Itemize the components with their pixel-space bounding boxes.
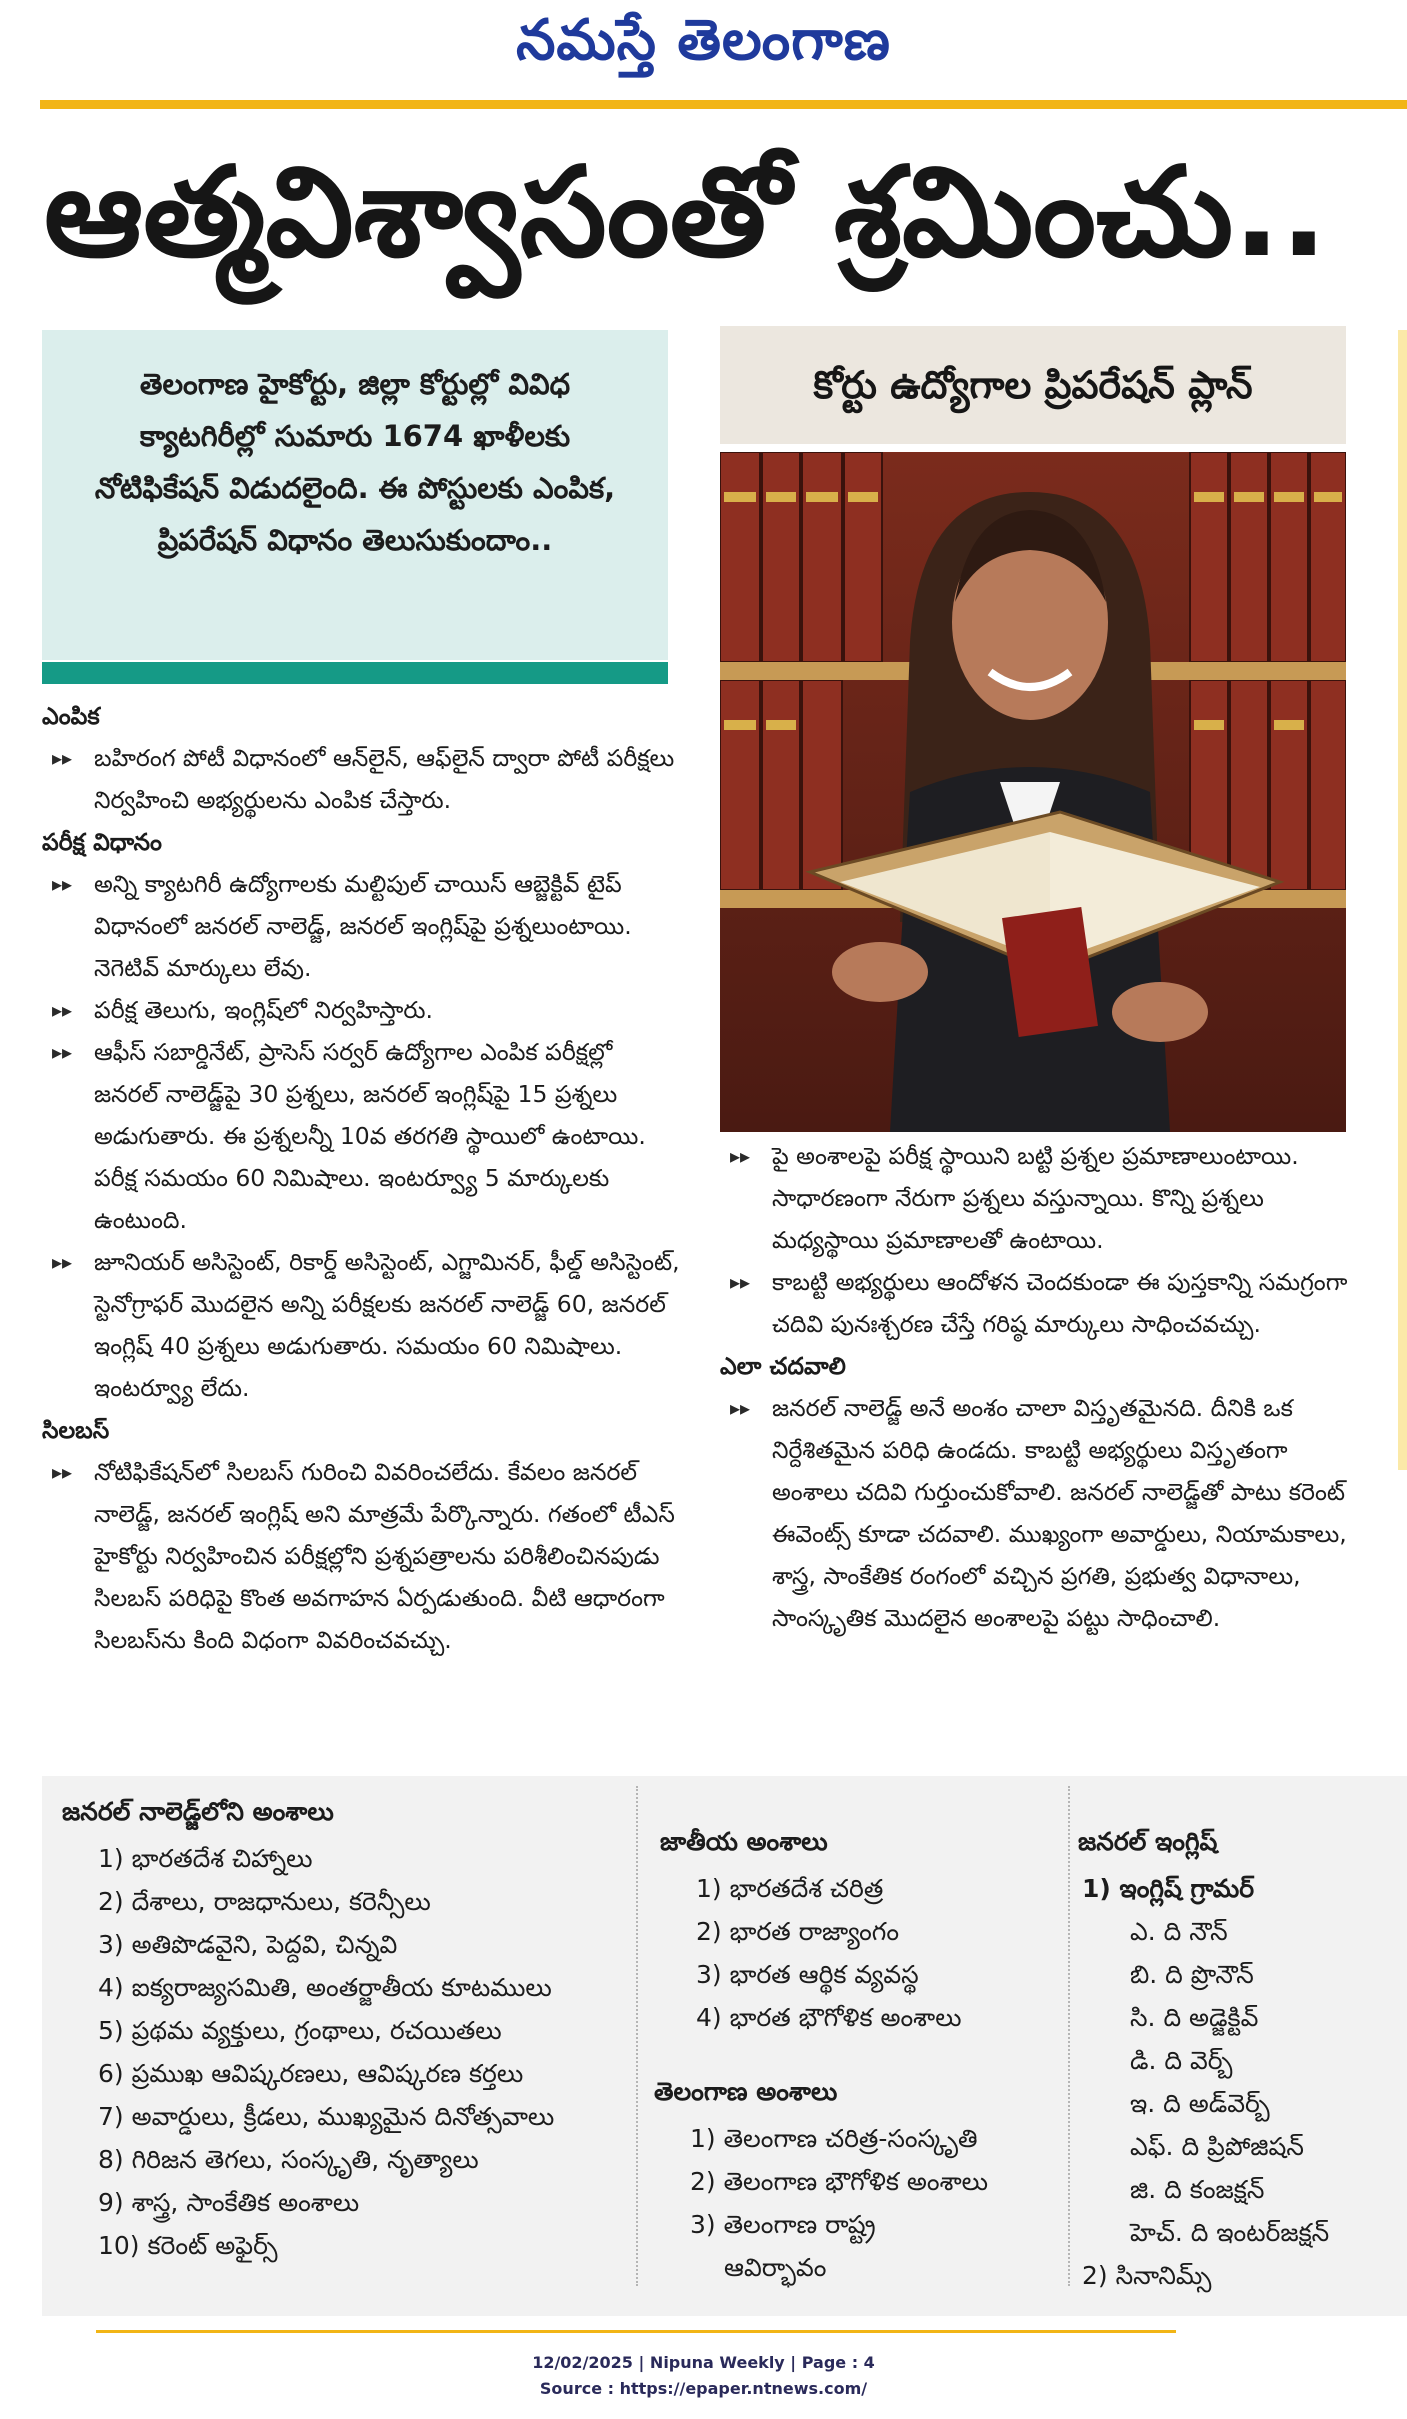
double-arrow-icon: ▸▸ [52, 998, 73, 1022]
list-item: 7) అవార్డులు, క్రీడలు, ముఖ్యమైన దినోత్సవాలు [98, 2102, 555, 2131]
list-item: 3) తెలంగాణ రాష్ట్ర [690, 2210, 876, 2239]
double-arrow-icon: ▸▸ [730, 1396, 751, 1420]
list-item: 6) ప్రముఖ ఆవిష్కరణలు, ఆవిష్కరణ కర్తలు [98, 2059, 524, 2088]
list-item: 3) అతిపొడవైని, పెద్దవి, చిన్నవి [98, 1930, 398, 1959]
woman-with-book-illustration [720, 452, 1346, 1132]
footer-rule [96, 2330, 1176, 2333]
edge-strip [1398, 330, 1407, 1470]
national-topics-title: జాతీయ అంశాలు [660, 1827, 828, 1856]
double-arrow-icon: ▸▸ [52, 1250, 73, 1274]
article-subhead: కోర్టు ఉద్యోగాల ప్రిపరేషన్ ప్లాన్ [720, 326, 1346, 444]
list-item: 2) భారత రాజ్యాంగం [696, 1917, 900, 1946]
list-subitem: ఎఫ్. ది ప్రిపోజిషన్ [1130, 2132, 1304, 2161]
footer-source-link[interactable]: Source : https://epaper.ntnews.com/ [539, 2379, 868, 2398]
gk-topics-list [62, 1790, 632, 2267]
intro-text: తెలంగాణ హైకోర్టు, జిల్లా కోర్టుల్లో వివిధ క్యాటగిరీల్లో సుమారు 1674 ఖాళీలకు నోటిఫికేషన్ విడుదలైంది. ఈ పోస్టులకు ఎంపిక, ప్రిపరేషన్ విధానం తెలుసుకుందాం.. [94, 367, 616, 557]
list-item: 1) తెలంగాణ చరిత్ర-సంస్కృతి [690, 2124, 978, 2153]
list-subitem: సి. ది అడ్జెక్టివ్ [1130, 2003, 1259, 2032]
page-footer [0, 2350, 1407, 2402]
list-item: ▸▸ అన్ని క్యాటగిరీ ఉద్యోగాలకు మల్టిపుల్ చాయిస్ ఆబ్జెక్టివ్ టైప్ విధానంలో జనరల్ నాలెడ్జ్, జనరల్ ఇంగ్లిష్‌పై ప్రశ్నలుంటాయి. నెగెటివ్ మార్కులు లేవు. [42, 863, 682, 989]
list-item: ▸▸ పై అంశాలపై పరీక్ష స్థాయిని బట్టి ప్రశ్నల ప్రమాణాలుంటాయి. సాధారణంగా నేరుగా ప్రశ్నలు వస్తున్నాయి. కొన్ని ప్రశ్నలు మధ్యస్థాయి ప్రమాణాలతో ఉంటాయి. [720, 1135, 1360, 1261]
list-subitem: జి. ది కంజక్షన్ [1130, 2175, 1265, 2204]
section-title-selection: ఎంపిక [42, 702, 100, 730]
article-photo [720, 452, 1346, 1132]
list-item: ▸▸ ఆఫీస్ సబార్డినేట్, ప్రాసెస్ సర్వర్ ఉద్యోగాల ఎంపిక పరీక్షల్లో జనరల్ నాలెడ్జ్‌పై 30 ప్రశ్నలు, జనరల్ ఇంగ్లిష్‌పై 15 ప్రశ్నలు అడుగుతారు. ఈ ప్రశ్నలన్నీ 10వ తరగతి స్థాయిలో ఉంటాయి. పరీక్ష సమయం 60 నిమిషాలు. ఇంటర్వ్యూ 5 మార్కులకు ఉంటుంది. [42, 1031, 682, 1241]
list-subitem: డి. ది వెర్బ్ [1130, 2046, 1233, 2075]
double-arrow-icon: ▸▸ [52, 872, 73, 896]
double-arrow-icon: ▸▸ [52, 746, 73, 770]
list-item: 10) కరెంట్ అఫైర్స్ [98, 2231, 278, 2260]
list-subitem: ఇ. ది అడ్‌వెర్బ్ [1130, 2089, 1270, 2118]
list-item: 1) భారతదేశ చిహ్నాలు [98, 1844, 313, 1873]
list-item: ▸▸ పరీక్ష తెలుగు, ఇంగ్లిష్‌లో నిర్వహిస్తారు. [42, 989, 682, 1031]
gk-topics-title: జనరల్ నాలెడ్జ్‌లోని అంశాలు [62, 1797, 334, 1826]
telangana-topics-list [654, 2070, 1064, 2289]
newspaper-logo: నమస్తే తెలంగాణ [516, 8, 891, 73]
footer-edition-line: 12/02/2025 | Nipuna Weekly | Page : 4 [532, 2353, 875, 2372]
list-item: 2) తెలంగాణ భౌగోళిక అంశాలు [690, 2167, 989, 2196]
section-title-howto: ఎలా చదవాలి [720, 1352, 846, 1380]
list-item: 2) దేశాలు, రాజధానులు, కరెన్సీలు [98, 1887, 431, 1916]
masthead-rule [40, 100, 1407, 109]
double-arrow-icon: ▸▸ [730, 1270, 751, 1294]
list-item: 4) భారత భౌగోళిక అంశాలు [696, 2003, 962, 2032]
left-column [42, 695, 682, 1661]
list-item: 9) శాస్త్ర, సాంకేతిక అంశాలు [98, 2188, 360, 2217]
panel-divider [1068, 1786, 1070, 2286]
list-item: ▸▸ కాబట్టి అభ్యర్థులు ఆందోళన చెందకుండా ఈ పుస్తకాన్ని సమగ్రంగా చదివి పునఃశ్చరణ చేస్తే గరిష్ఠ మార్కులు సాధించవచ్చు. [720, 1261, 1360, 1345]
double-arrow-icon: ▸▸ [730, 1144, 751, 1168]
list-item: 5) ప్రథమ వ్యక్తులు, గ్రంథాలు, రచయితలు [98, 2016, 502, 2045]
list-subitem: బి. ది ప్రొనౌన్ [1130, 1960, 1254, 1989]
list-item-continuation: ఆవిర్భావం [724, 2253, 827, 2282]
section-title-exam: పరీక్ష విధానం [42, 828, 162, 856]
english-topics-title: జనరల్ ఇంగ్లిష్ [1078, 1827, 1218, 1856]
intro-accent-bar [42, 662, 668, 684]
list-subitem: హెచ్. ది ఇంటర్‌జక్షన్ [1130, 2218, 1330, 2247]
double-arrow-icon: ▸▸ [52, 1460, 73, 1484]
list-item: 4) ఐక్యరాజ్యసమితి, అంతర్జాతీయ కూటములు [98, 1973, 552, 2002]
list-item: ▸▸ నోటిఫికేషన్‌లో సిలబస్ గురించి వివరించలేదు. కేవలం జనరల్ నాలెడ్జ్, జనరల్ ఇంగ్లిష్ అని మాత్రమే పేర్కొన్నారు. గతంలో టీఎస్ హైకోర్టు నిర్వహించిన పరీక్షల్లోని ప్రశ్నపత్రాలను పరిశీలించినపుడు సిలబస్ పరిధిపై కొంత అవగాహన ఏర్పడుతుంది. వీటి ఆధారంగా సిలబస్‌ను కింది విధంగా వివరించవచ్చు. [42, 1451, 682, 1661]
list-item: ▸▸ జనరల్ నాలెడ్జ్ అనే అంశం చాలా విస్తృతమైనది. దీనికి ఒక నిర్దేశితమైన పరిధి ఉండదు. కాబట్టి అభ్యర్థులు విస్తృతంగా అంశాలు చదివి గుర్తుంచుకోవాలి. జనరల్ నాలెడ్జ్‌తో పాటు కరెంట్ ఈవెంట్స్ కూడా చదవాలి. ముఖ్యంగా అవార్డులు, నియామకాలు, శాస్త్ర, సాంకేతిక రంగంలో వచ్చిన ప్రగతి, ప్రభుత్వ విధానాలు, సాంస్కృతిక మొదలైన అంశాలపై పట్టు సాధించాలి. [720, 1387, 1360, 1639]
list-item: 3) భారత ఆర్థిక వ్యవస్థ [696, 1960, 919, 1989]
section-title-syllabus: సిలబస్ [42, 1416, 110, 1444]
telangana-topics-title: తెలంగాణ అంశాలు [654, 2077, 838, 2106]
list-item: 2) సినానిమ్స్ [1082, 2261, 1212, 2290]
list-item: 8) గిరిజన తెగలు, సంస్కృతి, నృత్యాలు [98, 2145, 479, 2174]
list-item: ▸▸ జూనియర్ అసిస్టెంట్, రికార్డ్ అసిస్టెంట్, ఎగ్జామినర్, ఫీల్డ్ అసిస్టెంట్, స్టెనోగ్రాఫర్ మొదలైన అన్ని పరీక్షలకు జనరల్ నాలెడ్జ్ 60, జనరల్ ఇంగ్లిష్ 40 ప్రశ్నలు అడుగుతారు. సమయం 60 నిమిషాలు. ఇంటర్వ్యూ లేదు. [42, 1241, 682, 1409]
english-topics-list [1078, 1820, 1398, 2297]
intro-box [42, 330, 668, 660]
panel-divider [636, 1786, 638, 2286]
right-column [720, 1135, 1360, 1639]
article-headline: ఆత్మవిశ్వాసంతో శ్రమించు.. [44, 141, 1328, 285]
list-item: ▸▸ బహిరంగ పోటీ విధానంలో ఆన్‌లైన్, ఆఫ్‌లైన్ ద్వారా పోటీ పరీక్షలు నిర్వహించి అభ్యర్థులను ఎంపిక చేస్తారు. [42, 737, 682, 821]
list-item: 1) ఇంగ్లిష్ గ్రామర్ [1082, 1874, 1255, 1903]
list-item: 1) భారతదేశ చరిత్ర [696, 1874, 884, 1903]
masthead [0, 0, 1407, 96]
double-arrow-icon: ▸▸ [52, 1040, 73, 1064]
national-topics-list [660, 1820, 1060, 2039]
list-subitem: ఎ. ది నౌన్ [1130, 1917, 1228, 1946]
